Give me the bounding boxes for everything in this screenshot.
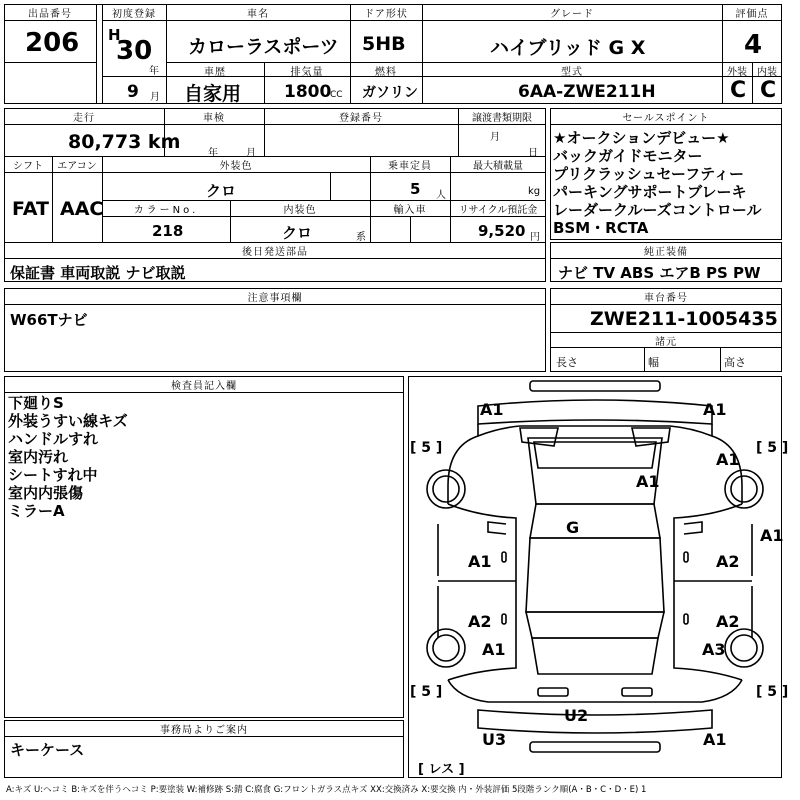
int-color-label: 内装色 [283, 205, 317, 216]
ext-color-label: 外装色 [219, 161, 253, 172]
equipment-label: 純正装備 [644, 247, 688, 258]
year-unit: 年 [149, 66, 159, 77]
inspector-line: 室内汚れ [8, 448, 69, 466]
int-color-unit: 系 [356, 232, 366, 243]
displacement-label: 排気量 [290, 67, 324, 78]
inspector-line: ハンドルすれ [8, 430, 99, 448]
displacement: 1800 [284, 82, 332, 102]
spec-width: 幅 [648, 356, 659, 369]
first-reg-month: 9 [127, 82, 139, 102]
chassis-number: ZWE211-1005435 [590, 308, 778, 330]
capacity-unit: 人 [436, 190, 446, 201]
mark-a1-rear-l: A1 [482, 640, 506, 659]
ext-color: クロ [206, 182, 237, 200]
sales-item: パーキングサポートブレーキ [553, 183, 747, 201]
mark-a1-front-left: A1 [480, 400, 504, 419]
displacement-unit: CC [330, 90, 343, 100]
mileage-label: 走行 [73, 113, 95, 124]
recycle-label: リサイクル預託金 [458, 205, 538, 216]
score: 4 [744, 30, 763, 60]
mark-a1-front-right: A1 [703, 400, 727, 419]
lot-label: 出品番号 [28, 9, 72, 20]
inspector-line: 室内内張傷 [8, 484, 84, 502]
int-color: クロ [282, 224, 313, 242]
color-no: 218 [152, 222, 184, 240]
transfer-month-unit: 月 [490, 132, 500, 143]
sales-item: プリクラッシュセーフティー [553, 165, 744, 183]
model: 6AA-ZWE211H [518, 82, 656, 102]
interior-grade: C [760, 78, 777, 103]
sales-item: ★オークションデビュー★ [553, 129, 730, 147]
chassis-label: 車台番号 [644, 293, 688, 304]
inspection-label: 車検 [203, 113, 225, 124]
mark-g-glass: G [566, 518, 580, 537]
inspector-line: 外装うすい線キズ [8, 412, 128, 430]
first-reg-year: 30 [116, 36, 153, 66]
door-label: ドア形状 [364, 9, 408, 20]
score-label: 評価点 [735, 9, 769, 20]
month-unit: 月 [150, 92, 160, 103]
insp-month-unit: 月 [246, 148, 256, 159]
mark-u3: U3 [482, 730, 507, 749]
interior-label: 内装 [757, 67, 777, 78]
import-label: 輸入車 [393, 205, 427, 216]
door-type: 5HB [362, 33, 406, 55]
mark-a1-door-l: A1 [468, 552, 492, 571]
max-load-unit: kg [528, 186, 541, 197]
mark-a1-fender-r: A1 [716, 450, 740, 469]
reg-label: 登録番号 [339, 113, 383, 124]
sales-item: レーダークルーズコントロール [553, 201, 762, 219]
sales-item: バックガイドモニター [553, 147, 703, 165]
car-name: カローラスポーツ [188, 36, 339, 58]
mark-tire-rl: [ 5 ] [410, 684, 443, 700]
sales-item: BSM・RCTA [553, 219, 649, 237]
car-name-label: 車名 [247, 9, 269, 20]
mark-a1-hood: A1 [636, 472, 660, 491]
mark-a1-bumper-r: A1 [703, 730, 727, 749]
mark-a3-rear-r: A3 [702, 640, 726, 659]
mark-tire-fr: [ 5 ] [756, 440, 789, 456]
inspector-line: シートすれ中 [8, 466, 98, 484]
transfer-label: 譲渡書類期限 [472, 113, 532, 124]
inspector-notes [8, 394, 128, 520]
sales-label: セールスポイント [622, 113, 710, 124]
history-label: 車歴 [204, 67, 226, 78]
later-label: 後日発送部品 [242, 247, 308, 258]
ac: AAC [60, 198, 104, 220]
max-load-label: 最大積載量 [473, 161, 523, 172]
notes-label: 注意事項欄 [247, 293, 303, 304]
capacity-label: 乗車定員 [388, 161, 432, 172]
spec-height: 高さ [724, 356, 746, 369]
mark-a2-door-r1: A2 [716, 552, 740, 571]
legend: A:キズ U:ヘコミ B:キズを伴うヘコミ P:要塗装 W:補修跡 S:錆 C:腐食 G:フロントガラス点キズ XX:交換済み X:要交換 内・外装評価 5段階ランク順(A・B・C・D・E) 1 [6, 785, 647, 795]
office-note: キーケース [10, 741, 85, 759]
recycle: 9,520 [478, 222, 526, 240]
capacity: 5 [410, 180, 421, 198]
insp-year-unit: 年 [208, 148, 218, 159]
mileage: 80,773 km [68, 131, 181, 153]
spec-label: 諸元 [655, 337, 677, 348]
recycle-unit: 円 [530, 232, 540, 243]
inspector-line: 下廻りS [8, 394, 64, 412]
fuel-label: 燃料 [375, 67, 397, 78]
mark-a2-door-r2: A2 [716, 612, 740, 631]
first-reg-label: 初度登録 [112, 9, 156, 20]
mark-a1-side-r: A1 [760, 526, 784, 545]
shift: FAT [12, 198, 49, 220]
mark-a2-door-l2: A2 [468, 612, 492, 631]
mark-spare: [ レス ] [418, 762, 465, 777]
transfer-day-unit: 日 [528, 148, 538, 159]
grade: ハイブリッド G X [490, 37, 646, 59]
office-label: 事務局よりご案内 [160, 725, 248, 736]
fuel: ガソリン [362, 85, 418, 101]
mark-u2: U2 [564, 706, 589, 725]
mark-tire-fl: [ 5 ] [410, 440, 443, 456]
model-label: 型式 [561, 67, 583, 78]
car-outline [408, 376, 782, 778]
era: H [108, 26, 121, 44]
history: 自家用 [184, 83, 242, 105]
exterior-grade: C [730, 78, 747, 103]
later-parts: 保証書 車両取説 ナビ取説 [10, 264, 186, 282]
exterior-label: 外装 [727, 67, 747, 78]
notes: W66Tナビ [10, 311, 88, 329]
inspector-label: 検査員記入欄 [171, 381, 237, 392]
color-no-label: カラーNo. [133, 205, 199, 216]
inspector-line: ミラーA [8, 502, 65, 520]
ac-label: エアコン [57, 161, 97, 172]
mark-tire-rr: [ 5 ] [756, 684, 789, 700]
spec-length: 長さ [556, 356, 578, 369]
equipment: ナビ TV ABS エアB PS PW [558, 264, 761, 282]
sales-points [553, 129, 762, 237]
shift-label: シフト [13, 161, 43, 172]
lot-number: 206 [25, 28, 80, 58]
grade-label: グレード [550, 9, 594, 20]
